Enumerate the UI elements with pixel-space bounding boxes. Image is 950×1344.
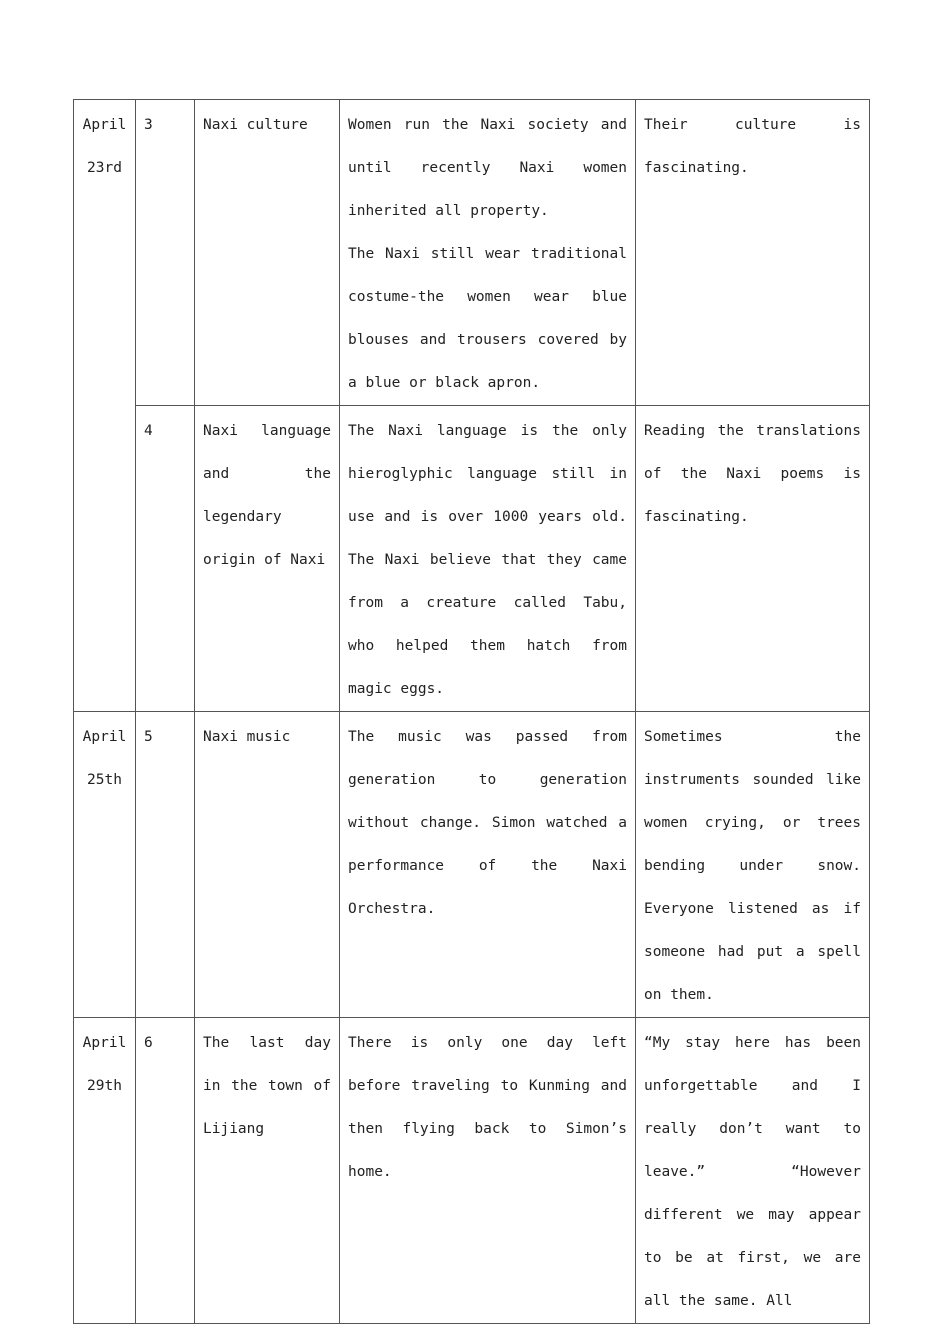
itinerary-table bbox=[73, 99, 870, 1324]
details-paragraph: The Naxi still wear traditional costume-the women wear blue blouses and trousers covered by a blue or black apron. bbox=[348, 246, 627, 391]
date-cell: April 25th bbox=[74, 712, 136, 1018]
topic-cell: Naxi culture bbox=[195, 100, 340, 406]
details-paragraph: Women run the Naxi society and until recently Naxi women inherited all property. bbox=[348, 117, 627, 219]
details-cell: There is only one day left before traveling to Kunming and then flying back to Simon’s home. bbox=[340, 1018, 636, 1324]
topic-cell: Naxi language and the legendary origin of Naxi bbox=[195, 406, 340, 712]
comment-cell: Reading the translations of the Naxi poems is fascinating. bbox=[636, 406, 870, 712]
table-row bbox=[74, 1018, 870, 1324]
number-cell: 5 bbox=[136, 712, 195, 1018]
comment-cell: “My stay here has been unforgettable and I really don’t want to leave.” “However different we may appear to be at first, we are all the same. All bbox=[636, 1018, 870, 1324]
comment-cell: Sometimes the instruments sounded like women crying, or trees bending under snow. Everyone listened as if someone had put a spell on them. bbox=[636, 712, 870, 1018]
number-cell: 3 bbox=[136, 100, 195, 406]
number-cell: 4 bbox=[136, 406, 195, 712]
table-row bbox=[74, 406, 870, 712]
topic-cell: The last day in the town of Lijiang bbox=[195, 1018, 340, 1324]
date-cell: April 29th bbox=[74, 1018, 136, 1324]
table-row bbox=[74, 100, 870, 406]
topic-cell: Naxi music bbox=[195, 712, 340, 1018]
details-cell: The Naxi language is the only hieroglyphic language still in use and is over 1000 years old. The Naxi believe that they came from a creature called Tabu, who helped them hatch from magic eggs. bbox=[340, 406, 636, 712]
number-cell: 6 bbox=[136, 1018, 195, 1324]
table-row bbox=[74, 712, 870, 1018]
details-cell: The music was passed from generation to generation without change. Simon watched a performance of the Naxi Orchestra. bbox=[340, 712, 636, 1018]
comment-cell: Their culture is fascinating. bbox=[636, 100, 870, 406]
details-cell bbox=[340, 100, 636, 406]
date-cell: April 23rd bbox=[74, 100, 136, 712]
